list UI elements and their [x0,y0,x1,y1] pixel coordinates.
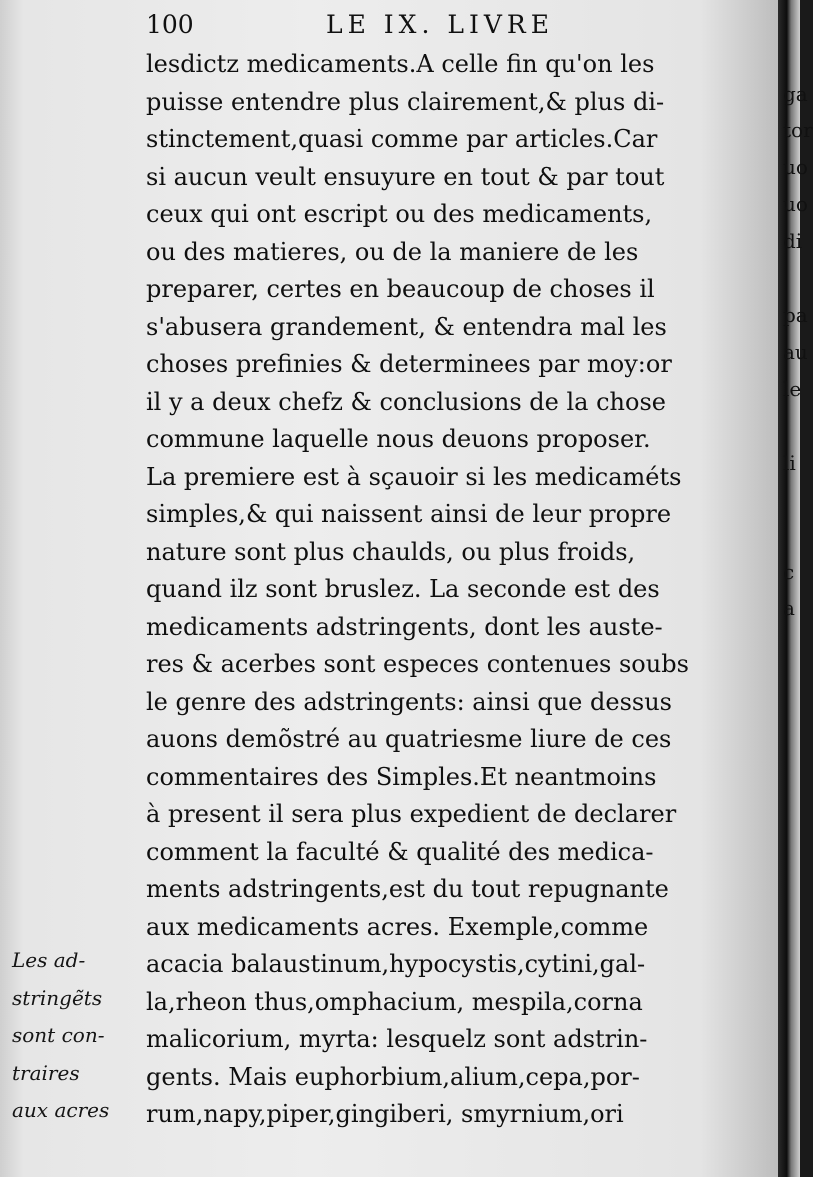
text-line: ceux qui ont escript ou des medicaments, [146,200,653,228]
next-page-fragment: tor [783,118,813,142]
margin-note-line: aux acres [12,1098,110,1122]
text-line: ou des matieres, ou de la maniere de les [146,237,639,266]
text-line: stinctement,quasi comme par articles.Car [146,125,658,153]
text-line: aux medicaments acres. Exemple,comme [146,912,649,941]
text-line: res & acerbes sont especes contenues soubs [146,650,689,678]
next-page-fragment: a [783,596,795,620]
margin-note-line: stringẽts [12,985,103,1010]
next-page-fragment: pa [783,303,808,327]
text-line: malicorium, myrta: lesquelz sont adstrin- [146,1025,648,1053]
next-page-fragment: uo [783,155,808,179]
text-line: à present il sera plus expedient de declarer [146,800,677,828]
text-line: s'abusera grandement, & entendra mal les [146,312,667,341]
text-line: rum,napy,piper,gingiberi, smyrnium,ori [146,1100,624,1128]
next-page-fragment: li [783,451,796,475]
text-line: ments adstringents,est du tout repugnante [146,875,669,903]
next-page-fragment: c [783,560,795,584]
running-title: LE IX. LIVRE [326,10,554,39]
page-number: 100 [146,10,194,39]
next-page-fragment: uo [783,192,808,216]
next-page-fragment: ga [783,82,808,106]
text-line: nature sont plus chaulds, ou plus froids, [146,537,636,566]
text-line: preparer, certes en beaucoup de choses il [146,275,655,303]
text-line: quand ilz sont bruslez. La seconde est des [146,575,660,603]
text-line: la,rheon thus,omphacium, mespila,corna [146,987,643,1016]
text-line: acacia balaustinum,hypocystis,cytini,gal- [146,950,646,978]
book-gutter [778,0,813,1177]
text-line: puisse entendre plus clairement,& plus di- [146,87,665,116]
text-line: gents. Mais euphorbium,alium,cepa,por- [146,1062,640,1091]
next-page-fragment: le [783,377,802,401]
text-line: il y a deux chefz & conclusions de la chose [146,387,666,416]
margin-note-line: traires [12,1060,80,1085]
text-line: commentaires des Simples.Et neantmoins [146,762,657,791]
text-line: simples,& qui naissent ainsi de leur propre [146,500,672,528]
margin-note-line: sont con- [12,1023,105,1047]
text-line: La premiere est à sçauoir si les medicaméts [146,462,682,491]
page-header [146,10,746,50]
next-page-fragment: di [783,229,803,253]
text-line: si aucun veult ensuyure en tout & par tout [146,162,665,191]
text-line: medicaments adstringents, dont les auste- [146,612,663,641]
text-line: auons demõstré au quatriesme liure de ces [146,725,672,753]
text-line: le genre des adstringents: ainsi que dessus [146,687,672,716]
margin-note-line: Les ad- [12,948,86,972]
text-line: lesdictz medicaments.A celle fin qu'on les [146,50,655,78]
text-line: choses prefinies & determinees par moy:or [146,350,672,378]
margin-note [12,942,142,1130]
text-line: comment la faculté & qualité des medica- [146,837,654,866]
next-page-fragment: au [783,340,808,364]
text-line: commune laquelle nous deuons proposer. [146,425,651,453]
body-text [146,46,772,1134]
